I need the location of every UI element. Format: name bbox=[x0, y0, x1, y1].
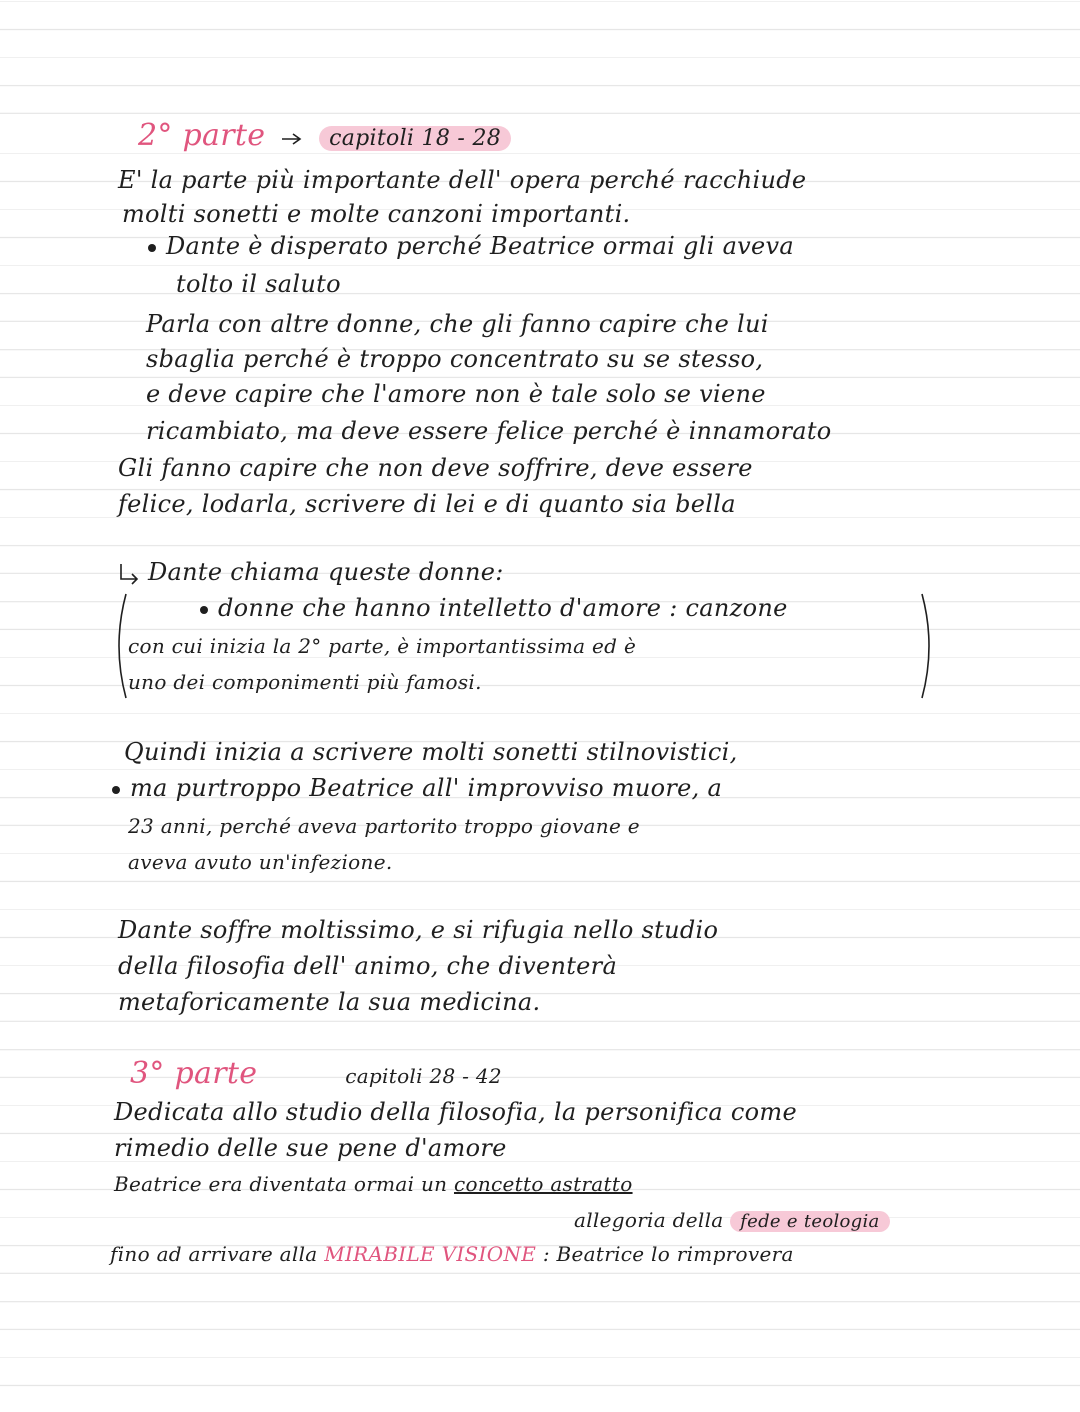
bullet-icon bbox=[148, 244, 156, 252]
arrow-line-text: Dante chiama queste donne: bbox=[148, 558, 504, 586]
para3-line-1: Dante soffre moltissimo, e si rifugia nello studio bbox=[118, 916, 719, 944]
section3-chapters: capitoli 28 - 42 bbox=[345, 1064, 502, 1088]
para2-line-1: Quindi inizia a scrivere molti sonetti stilnovistici, bbox=[124, 738, 738, 766]
abstract-concept: concetto astratto bbox=[453, 1172, 633, 1196]
left-paren-icon bbox=[110, 592, 130, 700]
section3-line-5-post: : Beatrice lo rimprovera bbox=[536, 1242, 794, 1266]
bracket-line-1: con cui inizia la 2° parte, è importantissima ed è bbox=[128, 634, 637, 658]
bullet-icon bbox=[112, 786, 120, 794]
section2-heading: 2° parte bbox=[138, 118, 266, 153]
section2-chapters: capitoli 18 - 28 bbox=[319, 126, 511, 151]
para-line-6: felice, lodarla, scrivere di lei e di quanto sia bella bbox=[118, 490, 736, 518]
section3-line-3-pre: Beatrice era diventata ormai un bbox=[114, 1172, 454, 1196]
section2-intro-1: E' la parte più importante dell' opera perché racchiude bbox=[118, 166, 807, 194]
bullet-icon bbox=[200, 606, 208, 614]
para-line-2: sbaglia perché è troppo concentrato su se stesso, bbox=[146, 345, 764, 373]
section3-line-2: rimedio delle sue pene d'amore bbox=[114, 1134, 507, 1162]
right-paren-icon bbox=[918, 592, 938, 700]
bracket-bullet-text: donne che hanno intelletto d'amore : canzone bbox=[218, 594, 788, 622]
para3-line-2: della filosofia dell' animo, che diventerà bbox=[118, 952, 618, 980]
arrow-line bbox=[118, 558, 504, 586]
para3-line-3: metaforicamente la sua medicina. bbox=[118, 988, 541, 1016]
section2-header bbox=[138, 118, 511, 153]
section2-intro-2: molti sonetti e molte canzoni importanti. bbox=[122, 200, 631, 228]
section3-line-3 bbox=[114, 1170, 633, 1198]
allegory-highlight: fede e teologia bbox=[730, 1211, 889, 1232]
para-line-5: Gli fanno capire che non deve soffrire, deve essere bbox=[118, 454, 753, 482]
allegory-pre: allegoria della bbox=[574, 1208, 731, 1232]
bullet-item-1 bbox=[148, 232, 794, 260]
section3-line-5 bbox=[110, 1240, 794, 1268]
bracket-line-2: uno dei componimenti più famosi. bbox=[128, 670, 482, 694]
para2-text-2: ma purtroppo Beatrice all' improvviso muore, a bbox=[130, 774, 723, 802]
para-line-1: Parla con altre donne, che gli fanno capire che lui bbox=[146, 310, 769, 338]
para-line-3: e deve capire che l'amore non è tale solo se viene bbox=[146, 380, 766, 408]
para2-line-3: 23 anni, perché aveva partorito troppo giovane e bbox=[128, 814, 640, 838]
arrow-right-icon bbox=[281, 132, 303, 146]
allegory-line bbox=[574, 1206, 890, 1236]
corner-arrow-icon bbox=[118, 563, 140, 585]
bullet-item-1-cont: tolto il saluto bbox=[176, 270, 341, 298]
bracket-bullet bbox=[200, 594, 788, 622]
section3-line-5-pre: fino ad arrivare alla bbox=[110, 1242, 325, 1266]
bullet-text-1: Dante è disperato perché Beatrice ormai gli aveva bbox=[166, 232, 795, 260]
mirabile-visione: MIRABILE VISIONE bbox=[324, 1242, 537, 1266]
para2-line-2 bbox=[112, 774, 722, 802]
section3-header bbox=[130, 1056, 502, 1091]
para-line-4: ricambiato, ma deve essere felice perché è innamorato bbox=[146, 417, 832, 445]
section3-line-1: Dedicata allo studio della filosofia, la personifica come bbox=[114, 1098, 797, 1126]
para2-line-4: aveva avuto un'infezione. bbox=[128, 850, 393, 874]
section3-heading: 3° parte bbox=[130, 1056, 258, 1091]
